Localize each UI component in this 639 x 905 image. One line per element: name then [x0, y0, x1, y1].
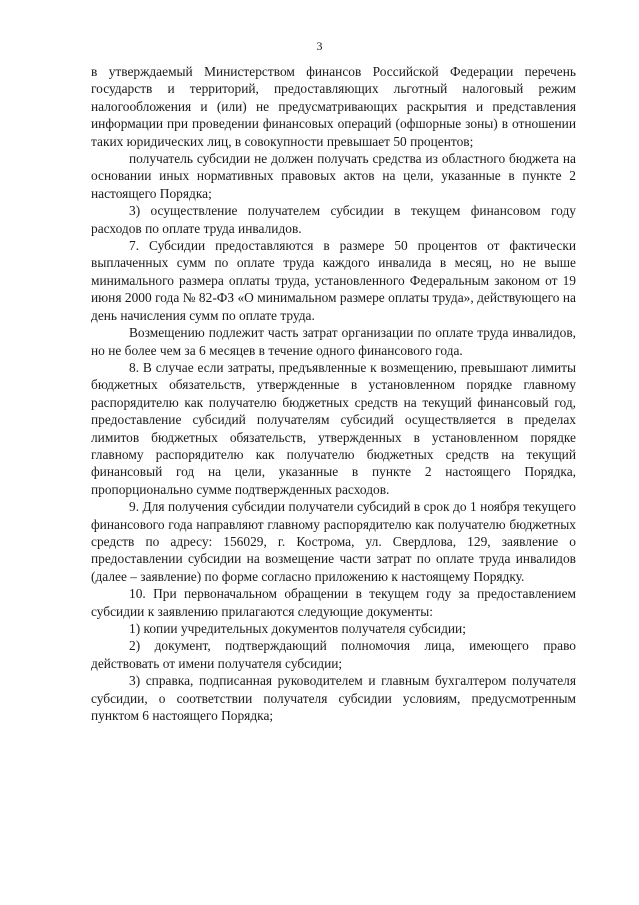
paragraph-no-other-funds: получатель субсидии не должен получать средства из областного бюджета на основании иных нормативных правовых актов на цели, указанные в пункте 2 настоящего Порядка;	[91, 151, 576, 201]
paragraph-item-8: 8. В случае если затраты, предъявленные к возмещению, превышают лимиты бюджетных обязательств, утвержденные в установленном порядке главному распорядителю как получателю бюджетных средств на текущий финансовый год, предоставление субсидий получателям субсидий осуществляется в пределах лимитов бюджетных обязательств, утвержденных в установленном порядке главному распорядителю как получателю бюджетных средств на текущий финансовый год на цели, указанные в пункте 2 настоящего Порядка, пропорционально сумме подтвержденных расходов.	[91, 359, 576, 497]
list-item-3: 3) справка, подписанная руководителем и главным бухгалтером получателя субсидии, о соответствии получателя субсидии условиям, предусмотренным пунктом 6 настоящего Порядка;	[91, 673, 576, 724]
paragraph-reimbursement-limit: Возмещению подлежит часть затрат организации по оплате труда инвалидов, но не более чем за 6 месяцев в течение одного финансового года.	[91, 325, 576, 358]
paragraph-offshore-continuation: в утверждаемый Министерством финансов Российской Федерации перечень государств и территорий, предоставляющих льготный налоговый режим налогообложения и (или) не предусматривающих раскрытия и представления информации при проведении финансовых операций (офшорные зоны) в отношении таких юридических лиц, в совокупности превышает 50 процентов;	[91, 64, 576, 149]
paragraph-item-7: 7. Субсидии предоставляются в размере 50 процентов от фактически выплаченных сумм по оплате труда каждого инвалида в месяц, но не выше минимального размера оплаты труда, установленного Федеральным законом от 19 июня 2000 года № 82-ФЗ «О минимальном размере оплаты труда», действующего на день начисления сумм по оплате труда.	[91, 238, 576, 323]
paragraph-item-10: 10. При первоначальном обращении в текущем году за предоставлением субсидии к заявлению прилагаются следующие документы:	[91, 586, 576, 619]
paragraph-condition-3: 3) осуществление получателем субсидии в текущем финансовом году расходов по оплате труда инвалидов.	[91, 203, 576, 236]
document-body	[91, 63, 576, 724]
list-item-1: 1) копии учредительных документов получателя субсидии;	[129, 621, 466, 636]
paragraph-item-9: 9. Для получения субсидии получатели субсидий в срок до 1 ноября текущего финансового года направляют главному распорядителю как получателю бюджетных средств по адресу: 156029, г. Кострома, ул. Свердлова, 129, заявление о предоставлении субсидии на возмещение части затрат по оплате труда инвалидов (далее – заявление) по форме согласно приложению к настоящему Порядку.	[91, 499, 576, 584]
list-item-2: 2) документ, подтверждающий полномочия лица, имеющего право действовать от имени получателя субсидии;	[91, 638, 576, 671]
page-number: 3	[316, 39, 323, 53]
